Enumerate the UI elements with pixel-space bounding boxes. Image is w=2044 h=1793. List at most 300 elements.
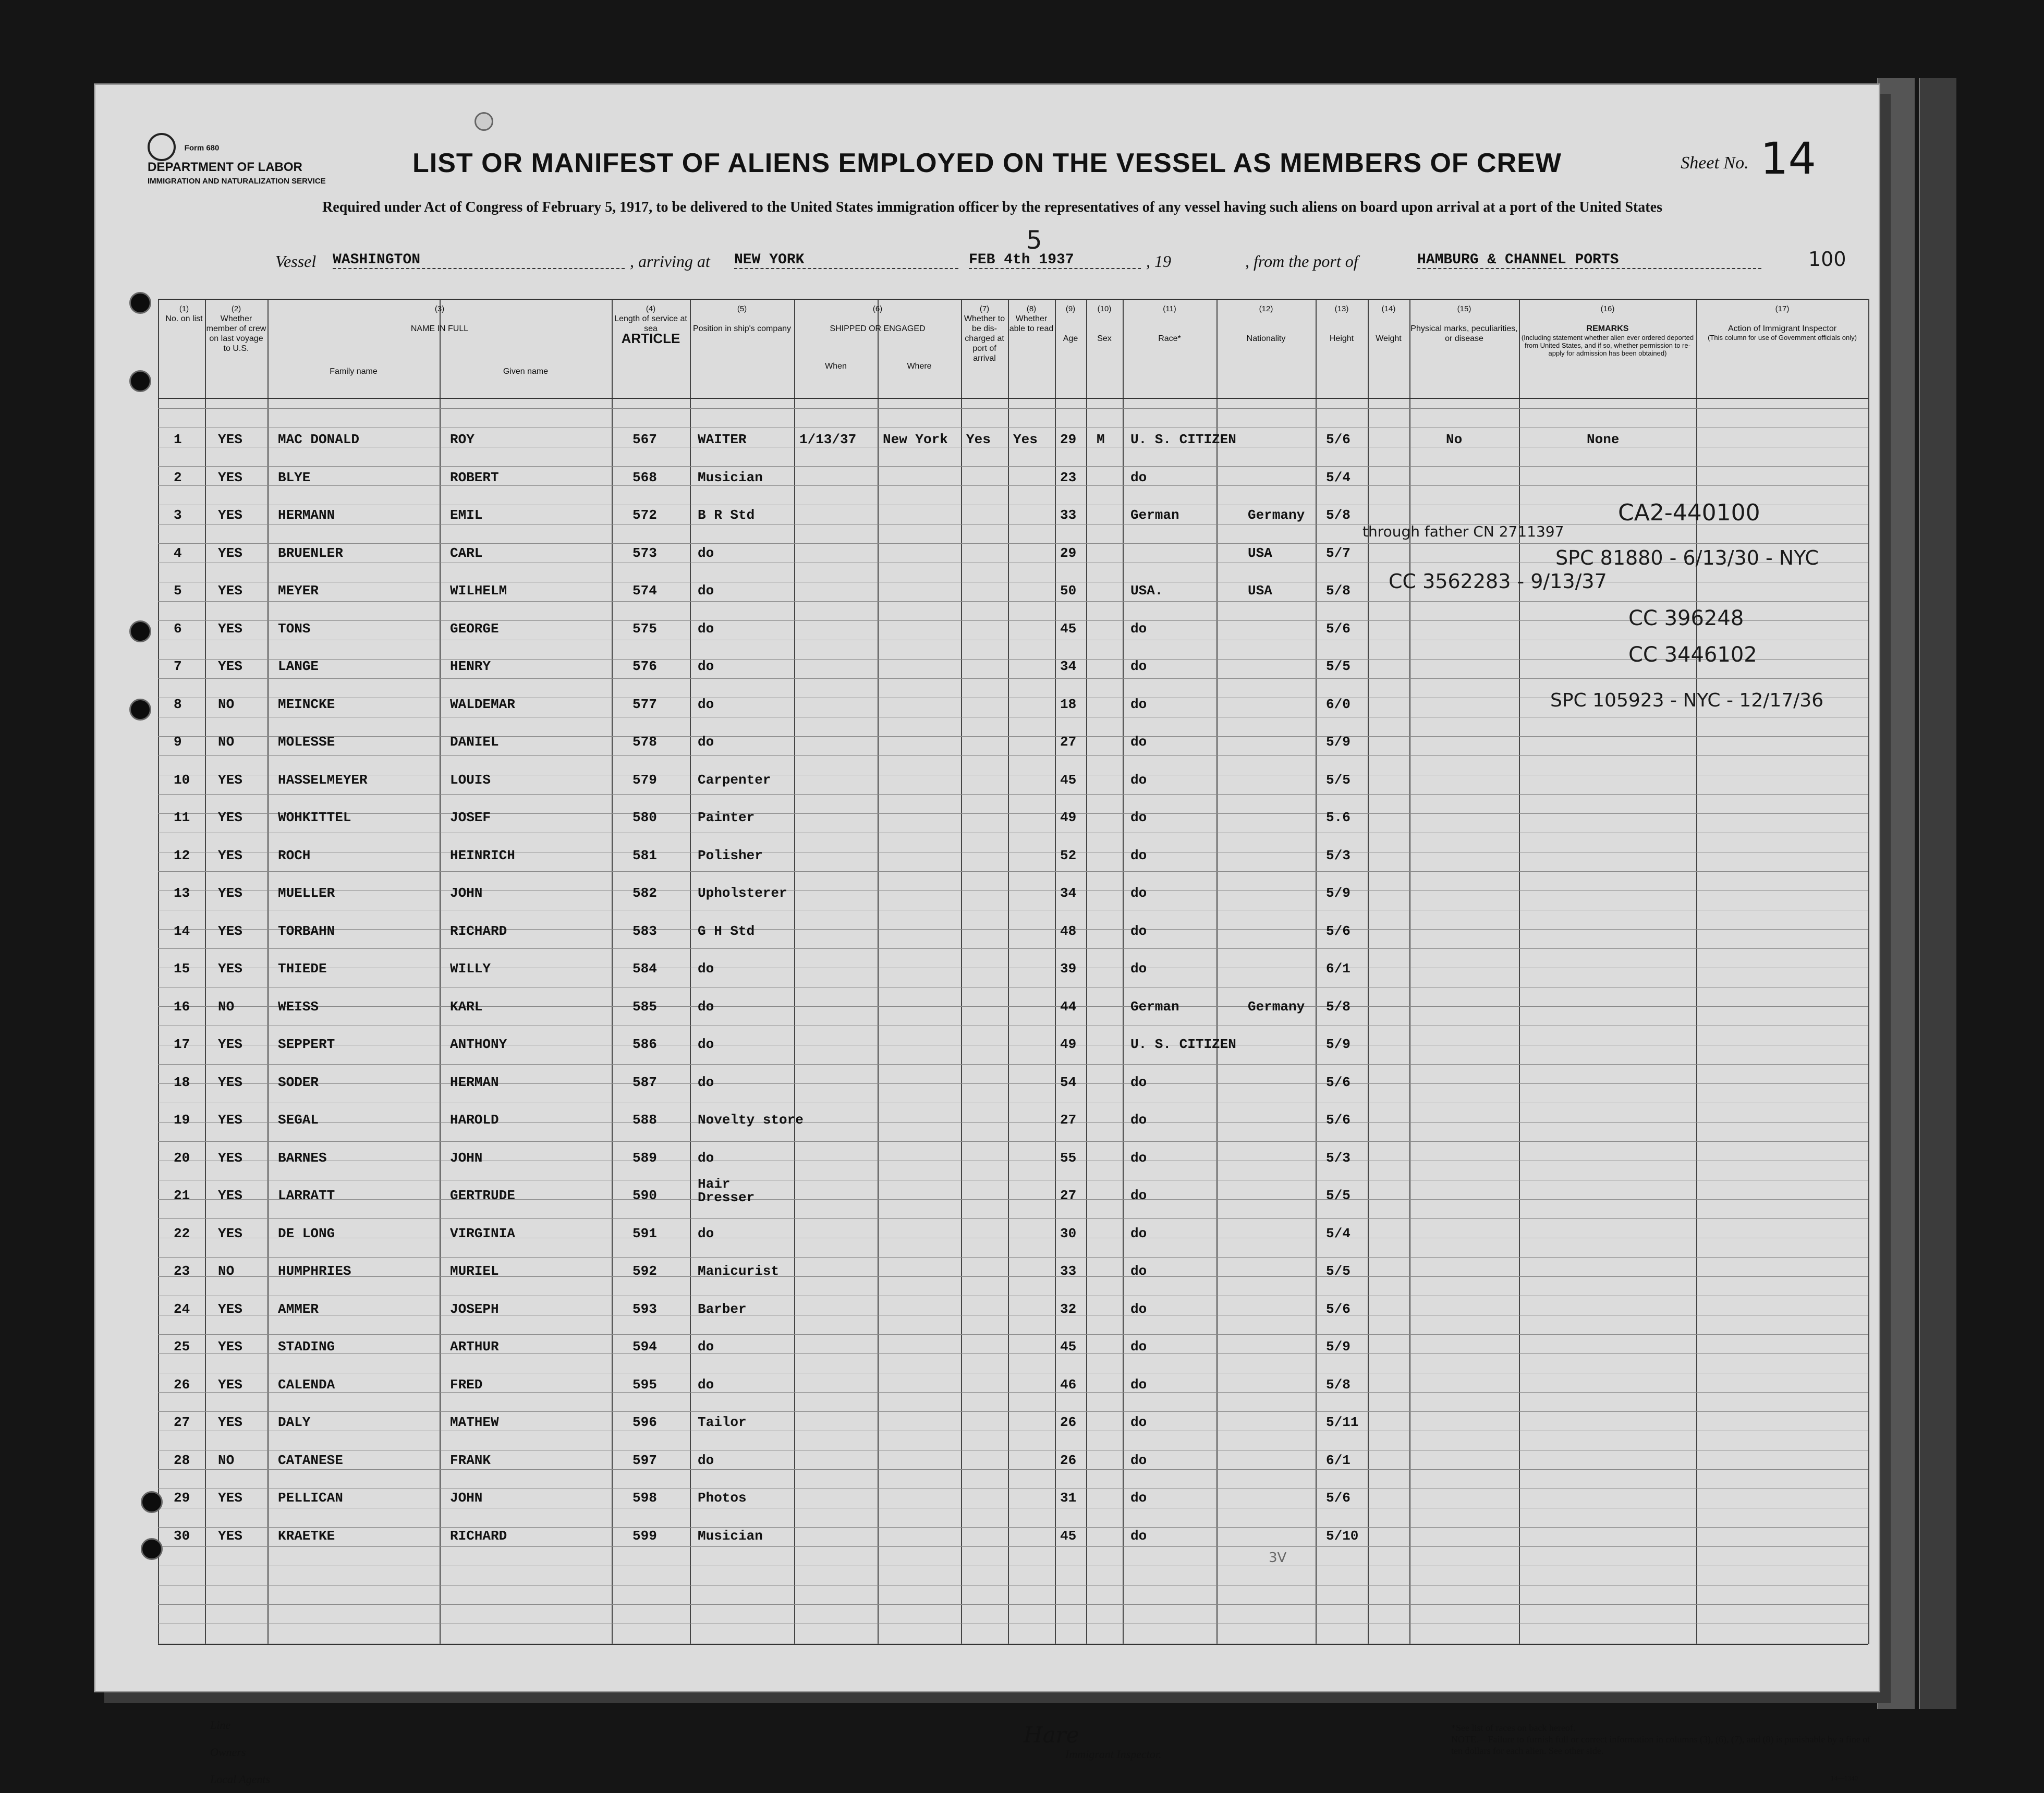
cell-family-name: SEPPERT: [278, 1036, 335, 1052]
cell-crew: YES: [218, 1188, 242, 1203]
cell-crew: YES: [218, 1528, 242, 1544]
ruled-line: [158, 543, 1868, 544]
header-crew: (2) Whether member of crew on last voyage to U.S.: [206, 304, 266, 353]
header-discharged: (7) Whether to be dis-charged at port of arrival: [964, 304, 1005, 363]
cell-crew: YES: [218, 923, 242, 939]
arriving-port: NEW YORK: [734, 252, 958, 269]
cell-article: 595: [632, 1376, 657, 1393]
race-footnote: *See list of races on back hereof.: [1451, 1723, 1576, 1733]
cell-family-name: LANGE: [278, 658, 319, 674]
cell-given-name: HEINRICH: [450, 847, 515, 863]
ruled-line: [158, 659, 1868, 660]
cell-no: 9: [174, 734, 182, 750]
binder-hole-icon: [129, 292, 151, 314]
cell-family-name: CALENDA: [278, 1376, 335, 1393]
inspector-signature-block: [1024, 1722, 1162, 1761]
cell-article: 596: [632, 1414, 657, 1430]
cell-given-name: MATHEW: [450, 1414, 499, 1430]
cell-article: 580: [632, 810, 657, 825]
cell-crew: YES: [218, 1112, 242, 1128]
cell-given-name: GERTRUDE: [450, 1188, 515, 1203]
cell-age: 45: [1060, 1528, 1077, 1544]
penalty-note: NOTE.—Failure to furnish full or correct information in columns (3), (6), (7), and (8) is punishable by a fine of ten dollars for each alien. See other side.: [1451, 1734, 1871, 1756]
cell-age: 45: [1060, 772, 1077, 788]
cell-family-name: HERMANN: [278, 507, 335, 523]
cell-position: do: [698, 1036, 714, 1052]
cell-crew: YES: [218, 772, 242, 788]
header-action: (17) Action of Immigrant Inspector (This column for use of Government officials only): [1708, 304, 1857, 341]
cell-crew: YES: [218, 847, 242, 863]
cell-family-name: CATANESE: [278, 1452, 343, 1468]
cell-given-name: ARTHUR: [450, 1339, 499, 1355]
cell-article: 574: [632, 583, 657, 599]
cell-crew: NO: [218, 1452, 235, 1468]
cell-article: 588: [632, 1112, 657, 1128]
cell-family-name: TORBAHN: [278, 923, 335, 939]
cell-no: 8: [174, 696, 182, 712]
cell-race: do: [1130, 961, 1147, 977]
cell-age: 30: [1060, 1225, 1077, 1241]
cell-race: do: [1130, 1150, 1147, 1166]
cell-article: 587: [632, 1074, 657, 1090]
cell-race: do: [1130, 1414, 1147, 1430]
cell-position: Painter: [698, 810, 755, 825]
manifest-sheet: [94, 83, 1880, 1786]
header-height: (13) Height: [1329, 304, 1354, 343]
cell-given-name: FRANK: [450, 1452, 491, 1468]
ruled-line: [158, 871, 1868, 872]
cell-crew: YES: [218, 885, 242, 901]
cell-age: 26: [1060, 1452, 1077, 1468]
local-agents-label: Local Agents: [210, 1773, 271, 1786]
binder-hole-icon: [129, 699, 151, 721]
cell-age: 45: [1060, 620, 1077, 637]
cell-race: do: [1130, 885, 1147, 901]
header-where: Where: [907, 362, 932, 371]
cell-height: 5/6: [1326, 1112, 1350, 1128]
ruled-line: [158, 524, 1868, 525]
cell-crew: YES: [218, 583, 242, 599]
cell-no: 10: [174, 772, 190, 788]
cell-given-name: DANIEL: [450, 734, 499, 750]
column-rule: [1086, 299, 1087, 1644]
cell-crew: YES: [218, 507, 242, 523]
header-family-name: Family name: [330, 367, 378, 376]
cell-given-name: KARL: [450, 998, 483, 1015]
cell-crew: YES: [218, 1339, 242, 1355]
ruled-line: [158, 408, 1868, 409]
cell-no: 1: [174, 432, 182, 447]
cell-given-name: JOSEPH: [450, 1301, 499, 1317]
cell-given-name: HENRY: [450, 658, 491, 674]
binder-hole-icon: [129, 370, 151, 392]
cell-position: Novelty store: [698, 1112, 804, 1128]
cell-crew: YES: [218, 469, 242, 485]
ruled-line: [158, 1392, 1868, 1393]
sheet-number-value: 14: [1760, 133, 1816, 184]
cell-crew: YES: [218, 1225, 242, 1241]
cell-crew: NO: [218, 734, 235, 750]
cell-no: 5: [174, 583, 182, 599]
cell-position: Tailor: [698, 1414, 747, 1430]
cell-crew: YES: [218, 1150, 242, 1166]
cell-no: 14: [174, 923, 190, 939]
cell-no: 26: [174, 1376, 190, 1393]
ruled-line: [158, 678, 1868, 679]
cell-article: 573: [632, 545, 657, 561]
cell-no: 17: [174, 1036, 190, 1052]
cell-position: do: [698, 1339, 714, 1355]
cell-height: 5/11: [1326, 1414, 1359, 1430]
cell-family-name: BRUENLER: [278, 545, 343, 561]
cell-race: do: [1130, 469, 1147, 485]
cell-position: WAITER: [698, 432, 747, 447]
handwritten-note-row4b: SPC 81880 - 6/13/30 - NYC: [1555, 546, 1819, 569]
cell-article: 594: [632, 1339, 657, 1355]
cell-no: 20: [174, 1150, 190, 1166]
ruled-line: [158, 601, 1868, 602]
cell-crew: NO: [218, 1263, 235, 1279]
cell-crew: YES: [218, 1414, 242, 1430]
column-rule: [440, 299, 441, 1644]
cell-family-name: MEYER: [278, 583, 319, 599]
year-label: , 19: [1146, 252, 1171, 271]
date-correction: 5: [1026, 226, 1042, 255]
cell-race: do: [1130, 923, 1147, 939]
binder-hole-icon: [141, 1491, 163, 1513]
cell-given-name: JOHN: [450, 885, 483, 901]
sheet-number-label: Sheet No.: [1681, 153, 1749, 173]
cell-height: 5/3: [1326, 847, 1350, 863]
cell-no: 16: [174, 998, 190, 1015]
cell-crew: YES: [218, 432, 242, 447]
cell-height: 5/6: [1326, 1074, 1350, 1090]
cell-race: do: [1130, 1490, 1147, 1506]
cell-article: 599: [632, 1528, 657, 1544]
cell-height: 5/10: [1326, 1528, 1359, 1544]
cell-position: do: [698, 1376, 714, 1393]
cell-height: 5/8: [1326, 998, 1350, 1015]
column-rule: [1008, 299, 1009, 1644]
cell-height: 5/5: [1326, 772, 1350, 788]
cell-article: 585: [632, 998, 657, 1015]
cell-crew: YES: [218, 1074, 242, 1090]
ruled-line: [158, 1469, 1868, 1470]
cell-shipped-where: New York: [883, 432, 948, 447]
handwritten-note-row3: CA2-440100: [1618, 499, 1760, 526]
cell-article: 578: [632, 734, 657, 750]
cell-race: do: [1130, 734, 1147, 750]
arrival-date: FEB 4th 1937: [969, 252, 1141, 269]
cell-race: U. S. CITIZEN: [1130, 432, 1236, 447]
cell-crew: YES: [218, 1376, 242, 1393]
cell-article: 576: [632, 658, 657, 674]
arriving-label: , arriving at: [630, 252, 710, 271]
cell-no: 22: [174, 1225, 190, 1241]
cell-no: 15: [174, 961, 190, 977]
cell-height: 5/5: [1326, 1263, 1350, 1279]
ruled-line: [158, 1411, 1868, 1412]
cell-age: 49: [1060, 810, 1077, 825]
ruled-line: [158, 736, 1868, 737]
header-when: When: [825, 362, 847, 371]
cell-crew: NO: [218, 696, 235, 712]
cell-race: German: [1130, 507, 1179, 523]
service-name: IMMIGRATION AND NATURALIZATION SERVICE: [148, 177, 326, 186]
cell-given-name: RICHARD: [450, 1528, 507, 1544]
cell-race: German: [1130, 998, 1179, 1015]
cell-family-name: MUELLER: [278, 885, 335, 901]
column-rule: [1868, 299, 1869, 1644]
cell-family-name: TONS: [278, 620, 311, 637]
cell-age: 44: [1060, 998, 1077, 1015]
stacked-pages-edge: [1919, 78, 1956, 1709]
cell-position: Barber: [698, 1301, 747, 1317]
cell-crew: YES: [218, 545, 242, 561]
cell-no: 30: [174, 1528, 190, 1544]
passenger-count: 100: [1808, 248, 1846, 271]
cell-height: 5/9: [1326, 1339, 1350, 1355]
cell-age: 50: [1060, 583, 1077, 599]
cell-family-name: LARRATT: [278, 1188, 335, 1203]
cell-article: 568: [632, 469, 657, 485]
cell-given-name: GEORGE: [450, 620, 499, 637]
cell-no: 24: [174, 1301, 190, 1317]
handwritten-note-row7: CC 3446102: [1628, 643, 1757, 667]
cell-race: do: [1130, 1188, 1147, 1203]
cell-height: 5/6: [1326, 923, 1350, 939]
vessel-name: WASHINGTON: [333, 252, 625, 269]
ruled-line: [158, 755, 1868, 756]
pin-hole-icon: [475, 112, 493, 131]
handwritten-note-row6: CC 396248: [1628, 606, 1744, 630]
header-shipped: (6) SHIPPED OR ENGAGED: [830, 304, 926, 333]
header-no: (1) No. on list: [165, 304, 203, 323]
owners-label: Owners: [210, 1746, 246, 1759]
cell-height: 5/8: [1326, 507, 1350, 523]
cell-position: do: [698, 1074, 714, 1090]
cell-family-name: KRAETKE: [278, 1528, 335, 1544]
cell-family-name: ROCH: [278, 847, 311, 863]
cell-race: USA.: [1130, 583, 1163, 599]
cell-no: 19: [174, 1112, 190, 1128]
cell-nationality: Germany: [1248, 998, 1305, 1015]
cell-age: 34: [1060, 885, 1077, 901]
cell-position: Photos: [698, 1490, 747, 1506]
cell-no: 3: [174, 507, 182, 523]
header-weight: (14) Weight: [1376, 304, 1402, 343]
cell-crew: YES: [218, 620, 242, 637]
cell-given-name: HAROLD: [450, 1112, 499, 1128]
cell-no: 23: [174, 1263, 190, 1279]
footnote: [1451, 1722, 1879, 1757]
cell-given-name: WILLY: [450, 961, 491, 977]
column-rule: [1123, 299, 1124, 1644]
ruled-line: [158, 1604, 1868, 1605]
cell-race: do: [1130, 1452, 1147, 1468]
cell-no: 25: [174, 1339, 190, 1355]
cell-family-name: DE LONG: [278, 1225, 335, 1241]
cell-given-name: MURIEL: [450, 1263, 499, 1279]
department-name: DEPARTMENT OF LABOR: [148, 160, 302, 174]
cell-article: 597: [632, 1452, 657, 1468]
cell-given-name: FRED: [450, 1376, 483, 1393]
ruled-line: [158, 1353, 1868, 1354]
cell-no: 27: [174, 1414, 190, 1430]
ruled-line: [158, 466, 1868, 467]
cell-given-name: ROY: [450, 432, 475, 447]
cell-position: do: [698, 734, 714, 750]
ruled-line: [158, 1218, 1868, 1219]
cell-height: 5/9: [1326, 885, 1350, 901]
cell-race: do: [1130, 1528, 1147, 1544]
cell-position: do: [698, 1150, 714, 1166]
cell-age: 54: [1060, 1074, 1077, 1090]
header-position: (5) Position in ship's company: [692, 304, 792, 333]
cell-article: 581: [632, 847, 657, 863]
binder-hole-icon: [129, 620, 151, 642]
inspector-signature: Hare: [1024, 1722, 1079, 1748]
cell-no: 18: [174, 1074, 190, 1090]
cell-discharged: Yes: [966, 432, 991, 447]
handwritten-note-row8: SPC 105923 - NYC - 12/17/36: [1550, 690, 1824, 711]
header-given-name: Given name: [503, 367, 549, 376]
cell-age: 33: [1060, 1263, 1077, 1279]
cell-article: 589: [632, 1150, 657, 1166]
cell-race: do: [1130, 658, 1147, 674]
cell-race: do: [1130, 696, 1147, 712]
cell-article: 583: [632, 923, 657, 939]
cell-position: Hair Dresser: [698, 1176, 755, 1205]
cell-age: 33: [1060, 507, 1077, 523]
from-port-label: , from the port of: [1245, 252, 1358, 271]
cell-race: do: [1130, 620, 1147, 637]
ruled-line: [158, 929, 1868, 930]
from-port: HAMBURG & CHANNEL PORTS: [1417, 252, 1761, 269]
cell-given-name: VIRGINIA: [450, 1225, 515, 1241]
cell-given-name: EMIL: [450, 507, 483, 523]
cell-age: 27: [1060, 1112, 1077, 1128]
header-nationality: (12) Nationality: [1246, 304, 1286, 343]
cell-height: 5/6: [1326, 432, 1350, 447]
cell-race: do: [1130, 1339, 1147, 1355]
vessel-line: [275, 226, 1846, 278]
cell-crew: YES: [218, 810, 242, 825]
cell-age: 55: [1060, 1150, 1077, 1166]
cell-age: 34: [1060, 658, 1077, 674]
column-rule: [690, 299, 691, 1644]
cell-physical: No: [1446, 432, 1463, 447]
cell-given-name: WALDEMAR: [450, 696, 515, 712]
cell-given-name: LOUIS: [450, 772, 491, 788]
cell-position: do: [698, 1225, 714, 1241]
column-rule: [1316, 299, 1317, 1644]
column-rule: [878, 299, 879, 1644]
column-rule: [1216, 299, 1218, 1644]
header-rule: [158, 299, 1868, 300]
cell-crew: YES: [218, 1036, 242, 1052]
cell-height: 5/8: [1326, 1376, 1350, 1393]
ruled-line: [158, 1257, 1868, 1258]
header-physical: (15) Physical marks, peculiarities, or disease: [1410, 304, 1518, 343]
cell-position: Upholsterer: [698, 885, 787, 901]
cell-height: 5/4: [1326, 469, 1350, 485]
ruled-line: [158, 794, 1868, 795]
cell-no: 11: [174, 810, 190, 825]
cell-height: 6/0: [1326, 696, 1350, 712]
cell-age: 48: [1060, 923, 1077, 939]
cell-sex: M: [1097, 432, 1105, 447]
cell-family-name: AMMER: [278, 1301, 319, 1317]
cell-article: 579: [632, 772, 657, 788]
cell-position: G H Std: [698, 923, 755, 939]
cell-height: 5/8: [1326, 583, 1350, 599]
cell-family-name: WEISS: [278, 998, 319, 1015]
cell-family-name: SODER: [278, 1074, 319, 1090]
cell-family-name: SEGAL: [278, 1112, 319, 1128]
cell-age: 46: [1060, 1376, 1077, 1393]
cell-article: 592: [632, 1263, 657, 1279]
cell-race: do: [1130, 772, 1147, 788]
cell-article: 590: [632, 1188, 657, 1203]
binder-hole-icon: [141, 1538, 163, 1560]
cell-able-read: Yes: [1013, 432, 1038, 447]
cell-race: U. S. CITIZEN: [1130, 1036, 1236, 1052]
ruled-line: [158, 1334, 1868, 1335]
column-rule: [1055, 299, 1056, 1644]
cell-no: 2: [174, 469, 182, 485]
cell-article: 591: [632, 1225, 657, 1241]
ruled-line: [158, 620, 1868, 621]
cell-height: 5/5: [1326, 1188, 1350, 1203]
cell-height: 6/1: [1326, 1452, 1350, 1468]
column-rule: [612, 299, 613, 1644]
ruled-line: [158, 1276, 1868, 1277]
cell-position: do: [698, 998, 714, 1015]
cell-article: 567: [632, 432, 657, 447]
cell-age: 23: [1060, 469, 1077, 485]
line-label: Line: [210, 1718, 231, 1731]
column-rule: [961, 299, 962, 1644]
cell-crew: YES: [218, 961, 242, 977]
ruled-line: [158, 948, 1868, 949]
document-title: LIST OR MANIFEST OF ALIENS EMPLOYED ON THE VESSEL AS MEMBERS OF CREW: [412, 148, 1562, 178]
cell-article: 586: [632, 1036, 657, 1052]
header-race: (11) Race*: [1158, 304, 1181, 343]
column-rule: [794, 299, 795, 1644]
cell-age: 27: [1060, 734, 1077, 750]
cell-given-name: RICHARD: [450, 923, 507, 939]
cell-crew: YES: [218, 1301, 242, 1317]
cell-no: 4: [174, 545, 182, 561]
cell-position: do: [698, 583, 714, 599]
cell-family-name: PELLICAN: [278, 1490, 343, 1506]
cell-position: Musician: [698, 469, 763, 485]
cell-given-name: CARL: [450, 545, 483, 561]
cell-position: do: [698, 658, 714, 674]
cell-position: do: [698, 620, 714, 637]
ruled-line: [158, 1122, 1868, 1123]
column-rule: [1368, 299, 1369, 1644]
cell-height: 5/5: [1326, 658, 1350, 674]
cell-family-name: BARNES: [278, 1150, 327, 1166]
cell-height: 5/9: [1326, 1036, 1350, 1052]
cell-position: do: [698, 961, 714, 977]
cell-given-name: JOSEF: [450, 810, 491, 825]
cell-given-name: ROBERT: [450, 469, 499, 485]
form-number: Form 680: [184, 143, 220, 153]
cell-family-name: WOHKITTEL: [278, 810, 351, 825]
